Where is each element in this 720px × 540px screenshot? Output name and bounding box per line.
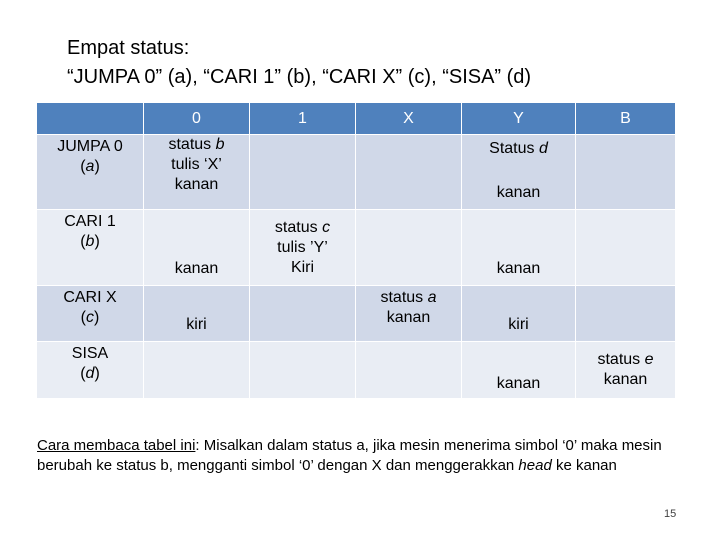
cell-d-1 — [250, 342, 356, 399]
cell-a-x — [356, 135, 462, 210]
transition-table — [36, 102, 676, 399]
table-row — [37, 135, 676, 210]
title-line-1: Empat status: — [67, 37, 190, 59]
cell-d-x — [356, 342, 462, 399]
cell-d-b: status e kanan — [576, 342, 676, 399]
cell-a-1 — [250, 135, 356, 210]
table-row — [37, 342, 676, 399]
header-symbol-b: B — [576, 103, 676, 135]
cell-a-y: Status d kanan — [462, 135, 576, 210]
header-symbol-0: 0 — [144, 103, 250, 135]
cell-a-b — [576, 135, 676, 210]
table-explanation: Cara membaca tabel ini: Misalkan dalam status a, jika mesin menerima simbol ‘0’ maka mesin berubah ke status b, mengganti simbol ‘0’ dengan X dan menggerakkan head ke kanan — [37, 437, 662, 474]
cell-b-y: kanan — [462, 210, 576, 286]
cell-c-b — [576, 286, 676, 342]
row-label-jumpa0: JUMPA 0 (a) — [37, 135, 144, 210]
table-row — [37, 210, 676, 286]
row-label-sisa: SISA (d) — [37, 342, 144, 399]
row-label-cari1: CARI 1 (b) — [37, 210, 144, 286]
cell-b-b — [576, 210, 676, 286]
row-label-carix: CARI X (c) — [37, 286, 144, 342]
header-symbol-y: Y — [462, 103, 576, 135]
cell-a-0: status b tulis ‘X’ kanan — [144, 135, 250, 210]
slide-title — [67, 34, 531, 92]
cell-c-1 — [250, 286, 356, 342]
cell-b-x — [356, 210, 462, 286]
cell-b-0: kanan — [144, 210, 250, 286]
title-line-2: “JUMPA 0” (a), “CARI 1” (b), “CARI X” (c), “SISA” (d) — [67, 66, 532, 88]
cell-c-x: status a kanan — [356, 286, 462, 342]
table-row — [37, 286, 676, 342]
header-corner — [37, 103, 144, 135]
cell-d-0 — [144, 342, 250, 399]
cell-c-y: kiri — [462, 286, 576, 342]
header-symbol-x: X — [356, 103, 462, 135]
table-header-row — [37, 103, 676, 135]
cell-b-1: status c tulis ’Y’ Kiri — [250, 210, 356, 286]
cell-d-y: kanan — [462, 342, 576, 399]
page-number: 15 — [664, 508, 677, 520]
note-lead: Cara membaca tabel ini — [37, 437, 196, 454]
cell-c-0: kiri — [144, 286, 250, 342]
header-symbol-1: 1 — [250, 103, 356, 135]
